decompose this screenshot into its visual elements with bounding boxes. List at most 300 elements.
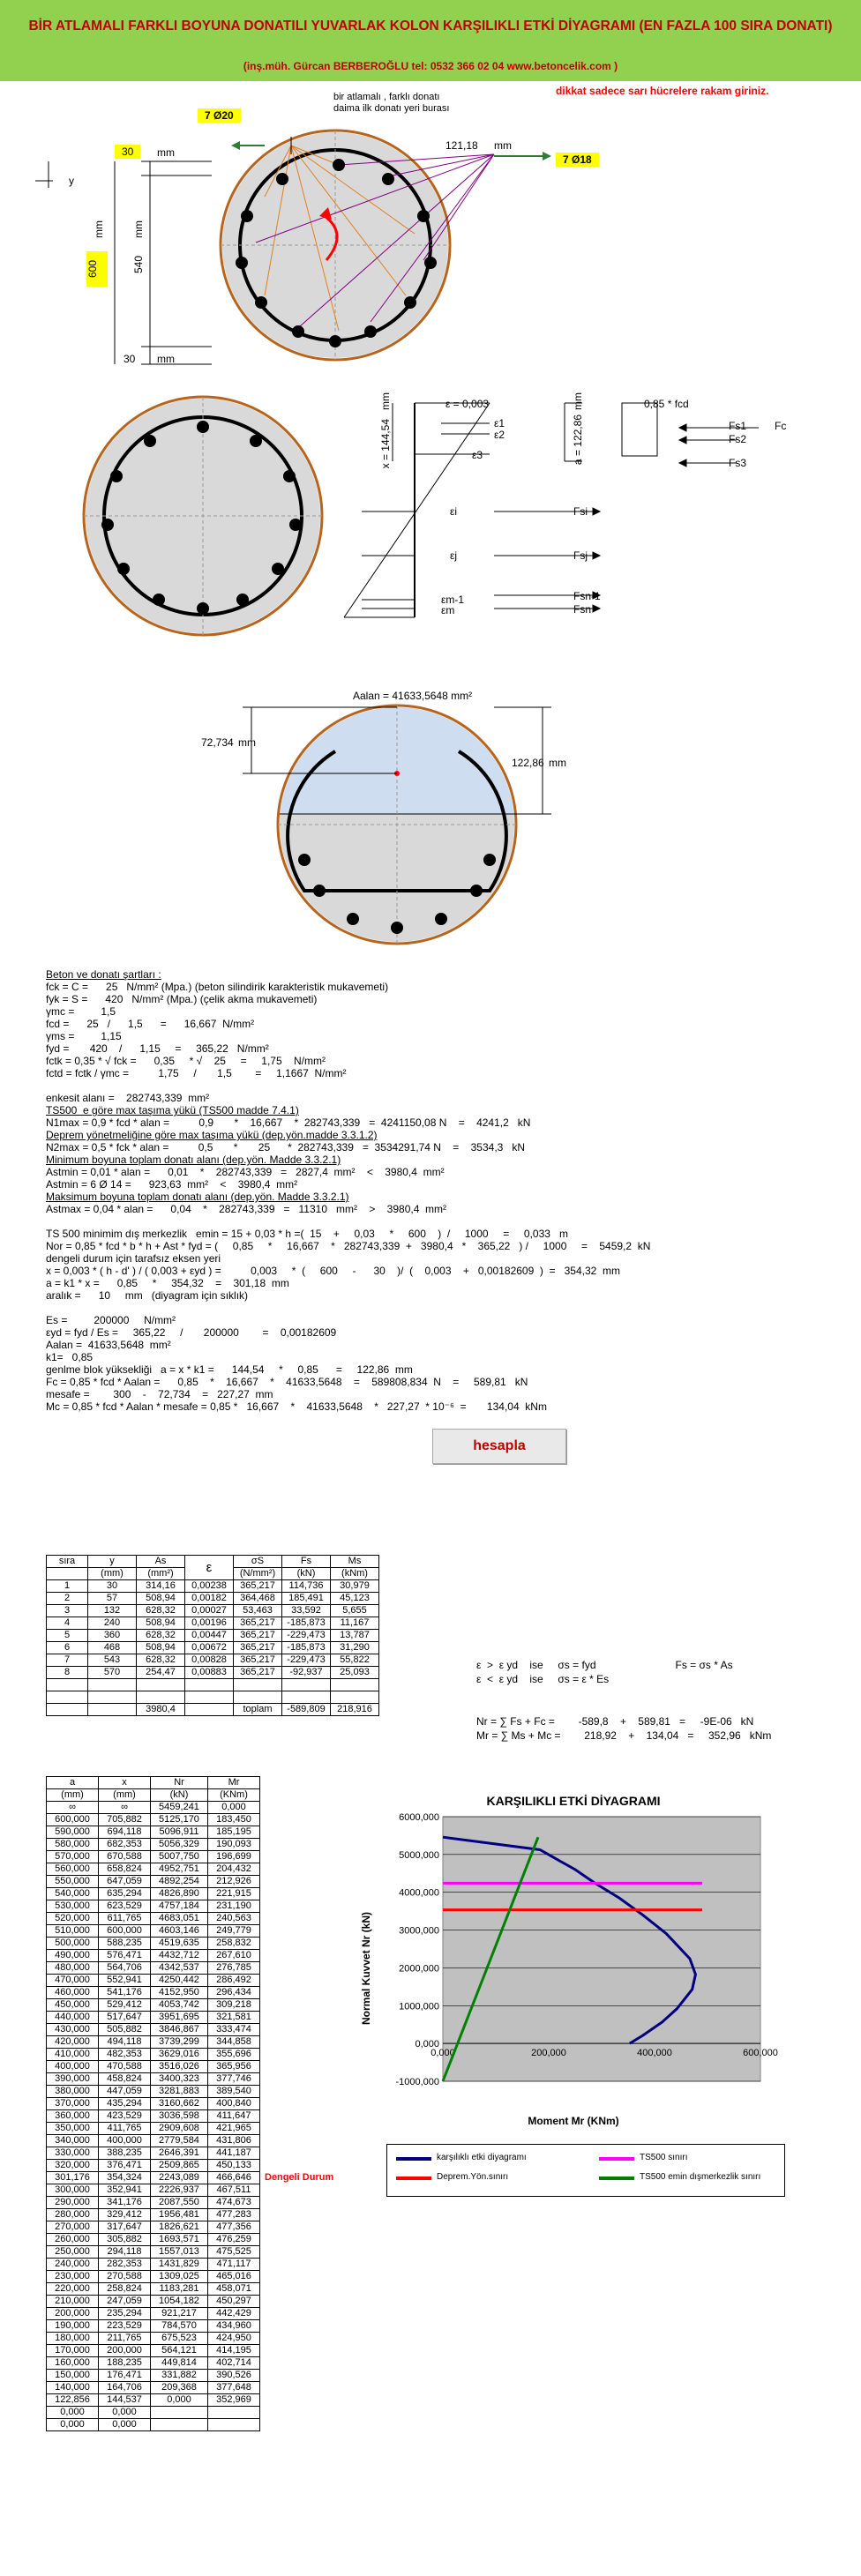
inter-cell: 294,118: [99, 2246, 151, 2259]
inter-cell: 564,706: [99, 1962, 151, 1975]
inter-cell: 317,647: [99, 2221, 151, 2234]
th-as: As: [137, 1556, 185, 1568]
inter-cell: 694,118: [99, 1826, 151, 1839]
steel-cell: 364,468: [234, 1593, 282, 1605]
steel-cell: 0,00238: [185, 1580, 234, 1593]
steel-cell: 543: [88, 1654, 137, 1667]
inter-cell: 500,000: [47, 1938, 99, 1950]
inter-cell: 122,856: [47, 2394, 99, 2407]
inter-cell: 4892,254: [151, 1876, 208, 1888]
eps-j: εj: [450, 549, 458, 562]
fcd-label: 0,85 * fcd: [644, 398, 689, 410]
calc-line: mesafe = 300 - 72,734 = 227,27 mm: [46, 1388, 273, 1400]
inter-row: [47, 2370, 260, 2382]
fsn-label: Fsn: [573, 603, 592, 616]
inter-cell: 340,000: [47, 2135, 99, 2147]
inter-cell: 400,000: [47, 2061, 99, 2073]
inter-cell: 267,610: [208, 1950, 260, 1962]
inter-cell: 390,000: [47, 2073, 99, 2086]
inter-cell: 4342,537: [151, 1962, 208, 1975]
inter-cell: 220,000: [47, 2283, 99, 2296]
inter-cell: 360,000: [47, 2110, 99, 2123]
inter-cell: 223,529: [99, 2320, 151, 2333]
inter-cell: 784,570: [151, 2320, 208, 2333]
calc-line: Es = 200000 N/mm²: [46, 1314, 176, 1326]
inner-dim: 540: [132, 256, 145, 274]
steel-cell: [47, 1691, 88, 1704]
steel-cell: 570: [88, 1667, 137, 1679]
calc-line: Fc = 0,85 * fcd * Aalan = 0,85 * 16,667 * 41633,5648 = 589808,834 N = 589,81 kN: [46, 1376, 528, 1388]
steel-cell: [137, 1679, 185, 1691]
inter-cell: 510,000: [47, 1925, 99, 1938]
y-tick-label: 5000,000: [399, 1849, 439, 1861]
calc-line: Minimum boyuna toplam donatı alanı (dep.yön. Madde 3.3.2.1): [46, 1154, 341, 1166]
interaction-chart: [362, 1781, 785, 2143]
inter-cell: 477,356: [208, 2221, 260, 2234]
steel-cell: 57: [88, 1593, 137, 1605]
steel-cell: 4: [47, 1617, 88, 1630]
inter-row: [47, 1962, 260, 1975]
inter-cell: 420,000: [47, 2036, 99, 2049]
steel-cell: 628,32: [137, 1654, 185, 1667]
x-value: x = 144,54: [379, 419, 392, 469]
steel-row: [47, 1679, 379, 1691]
inter-cell: 467,511: [208, 2184, 260, 2197]
inter-row: [47, 2271, 260, 2283]
plot-area: [443, 1817, 760, 2081]
calculate-button[interactable]: hesapla: [432, 1429, 566, 1464]
inter-cell: 390,526: [208, 2370, 260, 2382]
inter-cell: 3516,026: [151, 2061, 208, 2073]
unit-mr: (KNm): [208, 1789, 260, 1802]
legend-swatch-1: [599, 2157, 634, 2161]
inter-row: [47, 1888, 260, 1900]
side-line-1: ε > ε yd ise σs = fyd Fs = σs * As: [476, 1659, 733, 1671]
inter-row: [47, 2086, 260, 2098]
chart-title: KARŞILIKLI ETKİ DİYAGRAMI: [486, 1794, 661, 1808]
calc-line: Nor = 0,85 * fcd * b * h + Ast * fyd = ( 0,85 * 16,667 * 282743,339 + 3980,4 * 365,22 ) / 1000 = 5459,2 kN: [46, 1240, 651, 1252]
inter-cell: 1431,829: [151, 2259, 208, 2271]
inter-cell: 458,071: [208, 2283, 260, 2296]
inter-cell: 580,000: [47, 1839, 99, 1851]
calc-line: a = k1 * x = 0,85 * 354,32 = 301,18 mm: [46, 1277, 289, 1289]
inter-cell: 150,000: [47, 2370, 99, 2382]
balanced-label: Dengeli Durum: [265, 2172, 334, 2183]
th-mr: Mr: [208, 1777, 260, 1789]
inter-cell: 1054,182: [151, 2296, 208, 2308]
inter-cell: ∞: [99, 1802, 151, 1814]
th-ms: Ms: [331, 1556, 379, 1568]
inter-cell: 3160,662: [151, 2098, 208, 2110]
inter-cell: 240,000: [47, 2259, 99, 2271]
inter-cell: 4519,635: [151, 1938, 208, 1950]
fsi-label: Fsi: [573, 505, 588, 518]
inter-cell: 471,117: [208, 2259, 260, 2271]
inter-cell: 183,450: [208, 1814, 260, 1826]
eps-1: ε1: [494, 417, 505, 429]
inter-cell: 458,824: [99, 2073, 151, 2086]
calc-line: k1= 0,85: [46, 1351, 94, 1363]
inter-cell: 670,588: [99, 1851, 151, 1863]
calc-line: fctd = fctk / γmc = 1,75 / 1,5 = 1,1667 N/mm²: [46, 1067, 347, 1079]
eps-m1: εm-1: [441, 594, 465, 606]
inter-units: [47, 1789, 260, 1802]
unit-fs: (kN): [282, 1568, 331, 1580]
th-y: y: [88, 1556, 137, 1568]
steel-cell: -229,473: [282, 1630, 331, 1642]
steel-cell: 365,217: [234, 1667, 282, 1679]
page-title: BİR ATLAMALI FARKLI BOYUNA DONATILI YUVARLAK KOLON KARŞILIKLI ETKİ DİYAGRAMI (EN FAZLA 100 SIRA DONATI): [28, 19, 833, 34]
calc-line: dengeli durum için tarafsız eksen yeri: [46, 1252, 221, 1265]
steel-row: [47, 1630, 379, 1642]
inter-cell: 0,000: [99, 2407, 151, 2419]
inter-cell: 0,000: [99, 2419, 151, 2431]
calc-line: TS500 e göre max taşıma yükü (TS500 madde 7.4.1): [46, 1104, 299, 1116]
steel-cell: 0,00027: [185, 1605, 234, 1617]
inter-cell: 466,646: [208, 2172, 260, 2184]
inter-cell: 4952,751: [151, 1863, 208, 1876]
inter-cell: 550,000: [47, 1876, 99, 1888]
inter-cell: 490,000: [47, 1950, 99, 1962]
calc-line: Deprem yönetmeliğine göre max taşıma yükü (dep.yön.madde 3.3.1.2): [46, 1129, 378, 1141]
y-tick-label: -1000,000: [395, 2077, 439, 2087]
steel-table: [46, 1555, 379, 1716]
legend-swatch-2: [396, 2177, 431, 2180]
inter-cell: 354,324: [99, 2172, 151, 2184]
inter-row: [47, 1950, 260, 1962]
eps-2: ε2: [494, 429, 505, 441]
steel-cell: 45,123: [331, 1593, 379, 1605]
inter-cell: 600,000: [47, 1814, 99, 1826]
inter-cell: 388,235: [99, 2147, 151, 2160]
inter-cell: 282,353: [99, 2259, 151, 2271]
inter-cell: 258,832: [208, 1938, 260, 1950]
inter-cell: 270,588: [99, 2271, 151, 2283]
inter-row: [47, 2123, 260, 2135]
inter-cell: 4826,890: [151, 1888, 208, 1900]
inter-cell: 1956,481: [151, 2209, 208, 2221]
inter-row: [47, 1814, 260, 1826]
inter-cell: 400,000: [99, 2135, 151, 2147]
inter-cell: 400,840: [208, 2098, 260, 2110]
inter-cell: 441,187: [208, 2147, 260, 2160]
inter-cell: 331,882: [151, 2370, 208, 2382]
steel-cell: [88, 1679, 137, 1691]
steel-cell: 2: [47, 1593, 88, 1605]
inter-cell: 647,059: [99, 1876, 151, 1888]
inter-cell: 3629,016: [151, 2049, 208, 2061]
inter-cell: 475,525: [208, 2246, 260, 2259]
bar2-label[interactable]: 7 Ø18: [556, 153, 599, 167]
steel-cell: 0,00828: [185, 1654, 234, 1667]
inter-cell: 200,000: [47, 2308, 99, 2320]
steel-cell: [88, 1691, 137, 1704]
x-tick-label: 200,000: [531, 2048, 566, 2059]
inter-cell: 5096,911: [151, 1826, 208, 1839]
fc-label: Fc: [775, 420, 787, 432]
inter-row: [47, 2345, 260, 2357]
inter-cell: 431,806: [208, 2135, 260, 2147]
inter-cell: 921,217: [151, 2308, 208, 2320]
unit-ms: (kNm): [331, 1568, 379, 1580]
inter-cell: 3036,598: [151, 2110, 208, 2123]
inter-cell: 4053,742: [151, 1999, 208, 2012]
inter-cell: 474,673: [208, 2197, 260, 2209]
inter-row: [47, 1975, 260, 1987]
steel-cell: 240: [88, 1617, 137, 1630]
inter-cell: 4432,712: [151, 1950, 208, 1962]
steel-cell: [234, 1691, 282, 1704]
inter-cell: [151, 2419, 208, 2431]
inter-cell: 305,882: [99, 2234, 151, 2246]
steel-cell: 31,290: [331, 1642, 379, 1654]
inter-row: [47, 2147, 260, 2160]
cover-top[interactable]: 30: [115, 145, 140, 159]
bar-note: bir atlamalı , farklı donatı daima ilk donatı yeri burası: [333, 92, 450, 114]
steel-row: [47, 1642, 379, 1654]
inter-cell: 2779,584: [151, 2135, 208, 2147]
fsj-label: Fsj: [573, 549, 588, 562]
inter-cell: 423,529: [99, 2110, 151, 2123]
inter-cell: 560,000: [47, 1863, 99, 1876]
calc-line: γms = 1,15: [46, 1030, 122, 1042]
inter-cell: 250,000: [47, 2246, 99, 2259]
inter-cell: 447,059: [99, 2086, 151, 2098]
inter-cell: 4757,184: [151, 1900, 208, 1913]
inter-cell: 188,235: [99, 2357, 151, 2370]
steel-cell: 0,00196: [185, 1617, 234, 1630]
inter-cell: 270,000: [47, 2221, 99, 2234]
calc-line: Aalan = 41633,5648 mm²: [46, 1339, 171, 1351]
inter-cell: 247,059: [99, 2296, 151, 2308]
inter-cell: 450,133: [208, 2160, 260, 2172]
inter-cell: 4603,146: [151, 1925, 208, 1938]
diameter-unit: mm: [93, 220, 105, 238]
inter-cell: 442,429: [208, 2308, 260, 2320]
inter-row: [47, 2184, 260, 2197]
steel-row: [47, 1654, 379, 1667]
inter-cell: 541,176: [99, 1987, 151, 1999]
fsn1-label: Fsn-1: [573, 590, 601, 602]
inter-cell: 635,294: [99, 1888, 151, 1900]
inter-cell: 365,956: [208, 2061, 260, 2073]
inter-cell: 276,785: [208, 1962, 260, 1975]
inter-cell: 1183,281: [151, 2283, 208, 2296]
eps-i: εi: [450, 505, 458, 518]
inter-cell: 211,765: [99, 2333, 151, 2345]
steel-row: [47, 1617, 379, 1630]
calc-line: aralık = 10 mm (diyagram için sıklık): [46, 1289, 249, 1302]
ms-total: 218,916: [331, 1704, 379, 1716]
inter-cell: 389,540: [208, 2086, 260, 2098]
inter-cell: 180,000: [47, 2333, 99, 2345]
inter-cell: 204,432: [208, 1863, 260, 1876]
bar1-label[interactable]: 7 Ø20: [198, 108, 241, 123]
inter-cell: 160,000: [47, 2357, 99, 2370]
inter-cell: 341,176: [99, 2197, 151, 2209]
steel-cell: 30,979: [331, 1580, 379, 1593]
inter-cell: 470,000: [47, 1975, 99, 1987]
steel-cell: -185,873: [282, 1617, 331, 1630]
inter-row: [47, 1839, 260, 1851]
calc-line: εyd = fyd / Es = 365,22 / 200000 = 0,00182609: [46, 1326, 337, 1339]
inter-cell: 376,471: [99, 2160, 151, 2172]
steel-cell: 628,32: [137, 1605, 185, 1617]
inter-cell: 520,000: [47, 1913, 99, 1925]
inter-cell: 185,195: [208, 1826, 260, 1839]
inter-cell: 221,915: [208, 1888, 260, 1900]
steel-row: [47, 1593, 379, 1605]
x-unit: mm: [379, 392, 392, 410]
inter-cell: 258,824: [99, 2283, 151, 2296]
steel-cell: -229,473: [282, 1654, 331, 1667]
steel-cell: [47, 1679, 88, 1691]
calc-line: x = 0,003 * ( h - d' ) / ( 0,003 + εyd ) = 0,003 * ( 600 - 30 )/ ( 0,003 + 0,00182609 ) = 354,32 mm: [46, 1265, 620, 1277]
inter-cell: 450,000: [47, 1999, 99, 2012]
steel-cell: 365,217: [234, 1654, 282, 1667]
steel-cell: 30: [88, 1580, 137, 1593]
unit-nr: (kN): [151, 1789, 208, 1802]
arc-value: 121,18: [445, 139, 478, 152]
inter-cell: 209,368: [151, 2382, 208, 2394]
inter-row: [47, 2320, 260, 2333]
inter-cell: 5125,170: [151, 1814, 208, 1826]
unit-sira: [47, 1568, 88, 1580]
cover-bottom-unit: mm: [157, 353, 175, 365]
eps-top: ε = 0,003: [445, 398, 490, 410]
inter-cell: 144,537: [99, 2394, 151, 2407]
inter-cell: 2909,608: [151, 2123, 208, 2135]
cover-bottom: 30: [124, 353, 136, 365]
calc-line: fctk = 0,35 * √ fck = 0,35 * √ 25 = 1,75 N/mm²: [46, 1055, 326, 1067]
dist1-unit: mm: [238, 736, 256, 749]
inter-row: [47, 1802, 260, 1814]
calc-line: TS 500 minimim dış merkezlik emin = 15 + 0,03 * h =( 15 + 0,03 * 600 ) / 1000 = 0,033 m: [46, 1228, 568, 1240]
unit-y: (mm): [88, 1568, 137, 1580]
th-x: x: [99, 1777, 151, 1789]
inter-cell: 140,000: [47, 2382, 99, 2394]
inter-cell: [208, 2407, 260, 2419]
inter-cell: 3281,883: [151, 2086, 208, 2098]
interaction-table: [46, 1776, 260, 2431]
steel-cell: 365,217: [234, 1642, 282, 1654]
inter-cell: 410,000: [47, 2049, 99, 2061]
inter-cell: 5459,241: [151, 1802, 208, 1814]
inter-cell: 200,000: [99, 2345, 151, 2357]
inter-cell: 2509,865: [151, 2160, 208, 2172]
y-tick-label: 4000,000: [399, 1887, 439, 1899]
as-total: 3980,4: [137, 1704, 185, 1716]
inter-cell: 588,235: [99, 1938, 151, 1950]
inter-cell: 377,648: [208, 2382, 260, 2394]
inter-cell: 333,474: [208, 2024, 260, 2036]
chart-ylabel-anchor: [360, 1911, 379, 2026]
calc-line: fck = C = 25 N/mm² (Mpa.) (beton silindirik karakteristik mukavemeti): [46, 981, 389, 993]
inter-cell: 352,969: [208, 2394, 260, 2407]
inter-cell: 249,779: [208, 1925, 260, 1938]
inter-row: [47, 2221, 260, 2234]
steel-cell: -185,873: [282, 1642, 331, 1654]
steel-cell: 55,822: [331, 1654, 379, 1667]
unit-a: (mm): [47, 1789, 99, 1802]
inter-row: [47, 2049, 260, 2061]
inter-cell: 430,000: [47, 2024, 99, 2036]
steel-cell: 8: [47, 1667, 88, 1679]
inter-cell: 564,121: [151, 2345, 208, 2357]
inter-cell: 2243,089: [151, 2172, 208, 2184]
unit-as: (mm²): [137, 1568, 185, 1580]
steel-cell: 53,463: [234, 1605, 282, 1617]
legend-label-2: Deprem.Yön.sınırı: [437, 2172, 509, 2182]
steel-cell: [331, 1679, 379, 1691]
inter-cell: 286,492: [208, 1975, 260, 1987]
inter-cell: 440,000: [47, 2012, 99, 2024]
inner-unit: mm: [132, 220, 145, 238]
calc-line: Astmin = 6 Ø 14 = 923,63 mm² < 3980,4 mm²: [46, 1178, 298, 1191]
steel-row: [47, 1667, 379, 1679]
steel-cell: 365,217: [234, 1617, 282, 1630]
inter-row: [47, 2419, 260, 2431]
inter-cell: ∞: [47, 1802, 99, 1814]
steel-total-cell: [185, 1704, 234, 1716]
inter-cell: 190,000: [47, 2320, 99, 2333]
side-line-2: ε < ε yd ise σs = ε * Es: [476, 1673, 610, 1685]
inter-row: [47, 2296, 260, 2308]
steel-cell: [331, 1691, 379, 1704]
dist2-unit: mm: [549, 757, 566, 769]
chart-container: [362, 1781, 785, 2200]
inter-cell: 482,353: [99, 2049, 151, 2061]
inter-cell: 476,259: [208, 2234, 260, 2246]
inter-cell: 494,118: [99, 2036, 151, 2049]
inter-cell: 370,000: [47, 2098, 99, 2110]
inter-cell: 380,000: [47, 2086, 99, 2098]
inter-cell: 300,000: [47, 2184, 99, 2197]
inter-cell: 411,647: [208, 2110, 260, 2123]
inter-cell: 4683,051: [151, 1913, 208, 1925]
steel-cell: [185, 1679, 234, 1691]
steel-cell: 25,093: [331, 1667, 379, 1679]
section-3-drawing: [0, 688, 861, 970]
inter-cell: 682,353: [99, 1839, 151, 1851]
calc-line: fyk = S = 420 N/mm² (Mpa.) (çelik akma mukavemeti): [46, 993, 318, 1005]
steel-total-cell: [88, 1704, 137, 1716]
steel-cell: 254,47: [137, 1667, 185, 1679]
inter-row: [47, 2110, 260, 2123]
th-eps: ε: [185, 1556, 234, 1580]
inter-row: [47, 2259, 260, 2271]
y-tick-label: 0,000: [415, 2039, 439, 2050]
inter-cell: 3739,299: [151, 2036, 208, 2049]
inter-row: [47, 2036, 260, 2049]
inter-cell: 1693,571: [151, 2234, 208, 2246]
inter-cell: 517,647: [99, 2012, 151, 2024]
inter-cell: 1826,621: [151, 2221, 208, 2234]
inter-cell: 552,941: [99, 1975, 151, 1987]
diameter-input[interactable]: 600: [86, 251, 108, 287]
steel-cell: 0,00883: [185, 1667, 234, 1679]
inter-row: [47, 2394, 260, 2407]
steel-cell: 33,592: [282, 1605, 331, 1617]
fs3-label: Fs3: [729, 457, 747, 469]
inter-row: [47, 2407, 260, 2419]
th-sigma: σS: [234, 1556, 282, 1568]
inter-cell: 1309,025: [151, 2271, 208, 2283]
inter-row: [47, 2382, 260, 2394]
inter-cell: 235,294: [99, 2308, 151, 2320]
legend-swatch-0: [396, 2157, 431, 2161]
steel-cell: 0,00447: [185, 1630, 234, 1642]
